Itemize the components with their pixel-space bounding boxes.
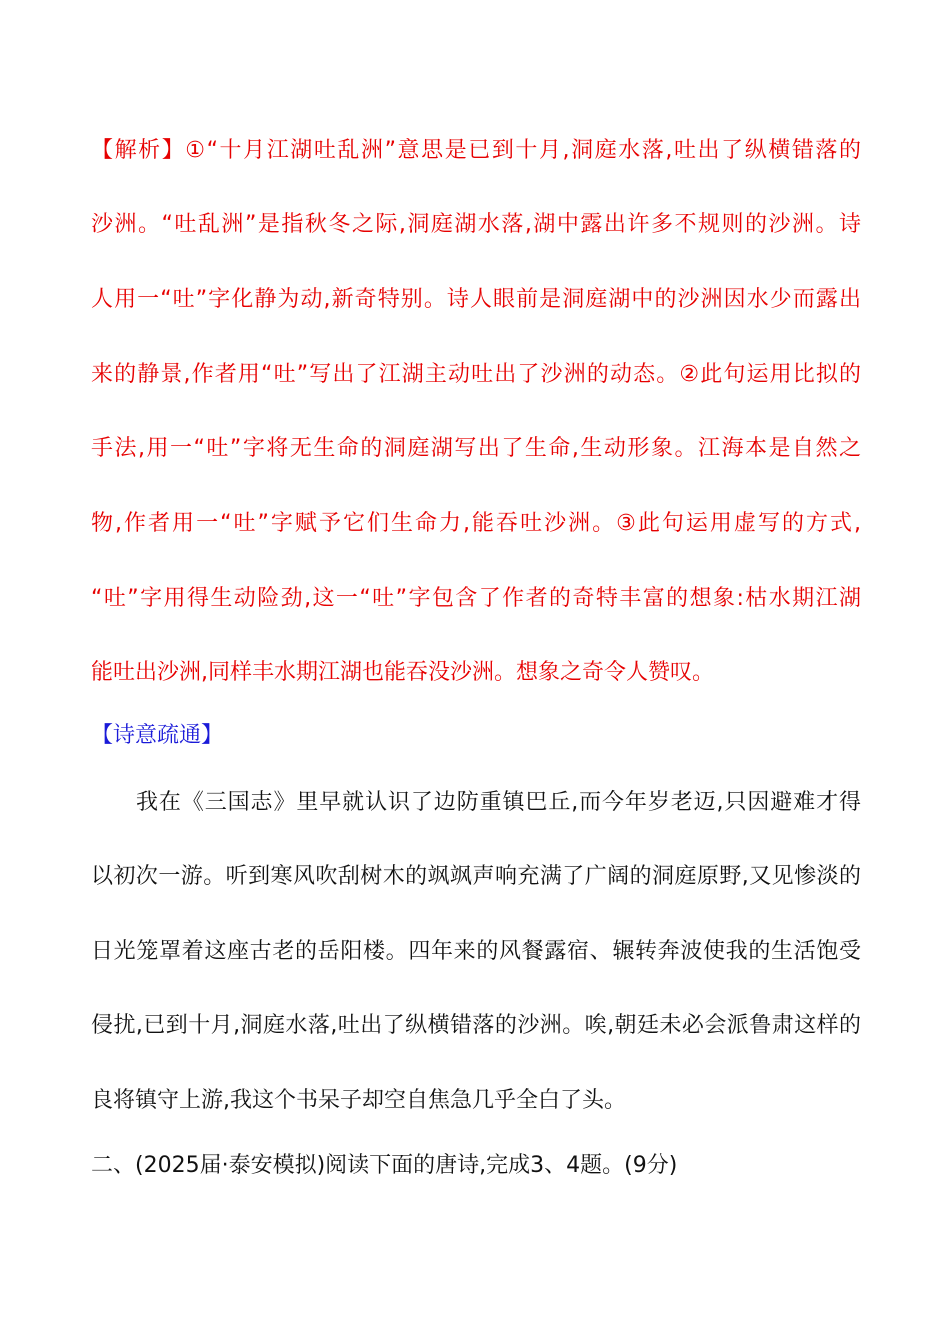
poem-meaning-line-1: 我在《三国志》里早就认识了边防重镇巴丘,而今年岁老迈,只因避难才得 <box>136 790 861 815</box>
analysis-line-3: 人用一“吐”字化静为动,新奇特别。诗人眼前是洞庭湖中的沙洲因水少而露出 <box>91 287 861 312</box>
analysis-line-6: 物,作者用一“吐”字赋予它们生命力,能吞吐沙洲。③此句运用虚写的方式, <box>91 511 861 536</box>
analysis-line-7: “吐”字用得生动险劲,这一“吐”字包含了作者的奇特丰富的想象:枯水期江湖 <box>91 586 861 611</box>
poem-meaning-line-5: 良将镇守上游,我这个书呆子却空自焦急几乎全白了头。 <box>91 1088 626 1113</box>
analysis-line-4: 来的静景,作者用“吐”写出了江湖主动吐出了沙洲的动态。②此句运用比拟的 <box>91 362 861 387</box>
poem-meaning-line-3: 日光笼罩着这座古老的岳阳楼。四年来的风餐露宿、辗转奔波使我的生活饱受 <box>91 939 861 964</box>
analysis-line-8: 能吐出沙洲,同样丰水期江湖也能吞没沙洲。想象之奇令人赞叹。 <box>91 660 714 685</box>
poem-meaning-heading: 【诗意疏通】 <box>91 723 224 748</box>
poem-meaning-line-4: 侵扰,已到十月,洞庭水落,吐出了纵横错落的沙洲。唉,朝廷未必会派鲁肃这样的 <box>91 1013 861 1038</box>
analysis-line-2: 沙洲。“吐乱洲”是指秋冬之际,洞庭湖水落,湖中露出许多不规则的沙洲。诗 <box>91 212 861 237</box>
analysis-line-5: 手法,用一“吐”字将无生命的洞庭湖写出了生命,生动形象。江海本是自然之 <box>91 436 861 461</box>
question-heading: 二、(2025届·泰安模拟)阅读下面的唐诗,完成3、4题。(9分) <box>91 1153 678 1178</box>
poem-meaning-line-2: 以初次一游。听到寒风吹刮树木的飒飒声响充满了广阔的洞庭原野,又见惨淡的 <box>91 864 861 889</box>
analysis-line-1: 【解析】①“十月江湖吐乱洲”意思是已到十月,洞庭水落,吐出了纵横错落的 <box>91 138 861 163</box>
